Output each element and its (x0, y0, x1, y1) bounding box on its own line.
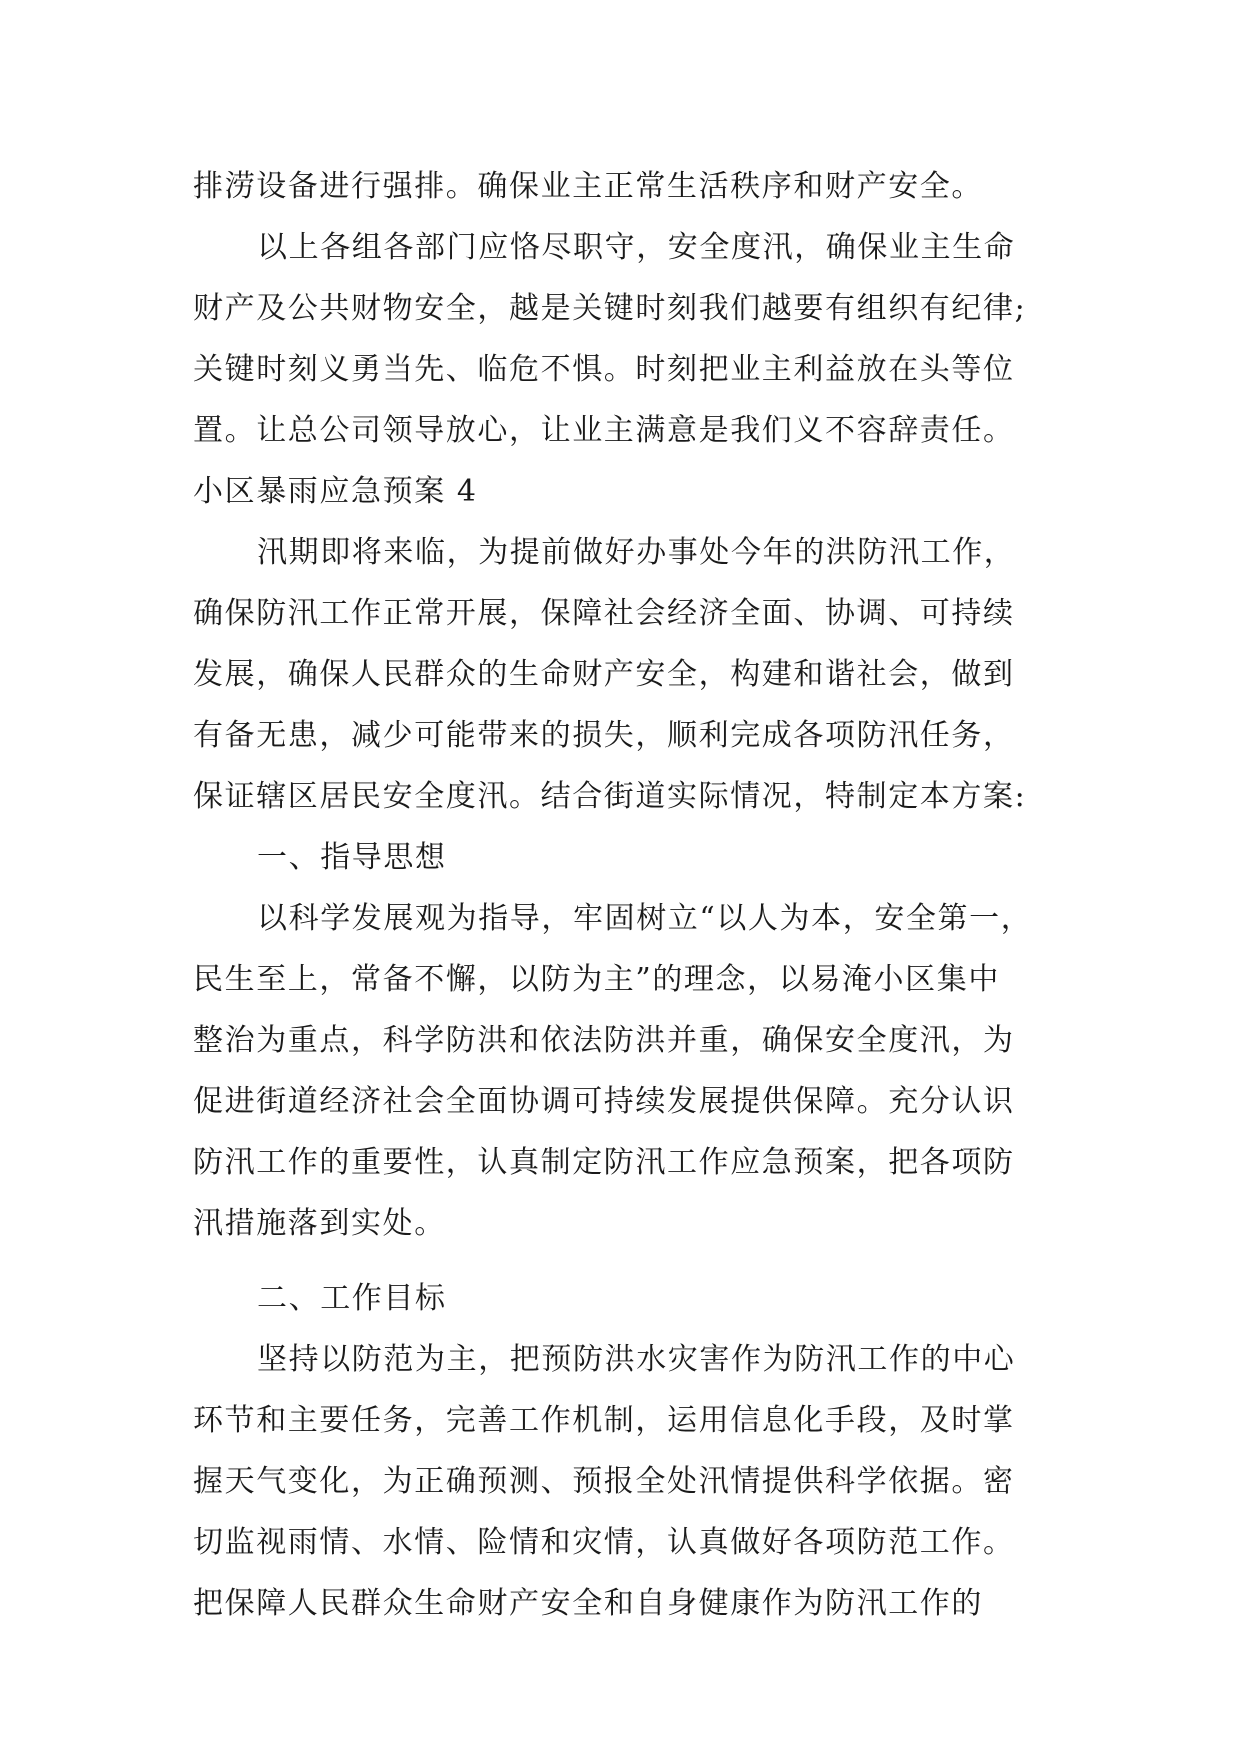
heading-work-goals: 二、工作目标 (257, 1281, 447, 1316)
text-line: 防汛工作的重要性，认真制定防汛工作应急预案，把各项防 (193, 1145, 1015, 1180)
text-line: 财产及公共财物安全，越是关键时刻我们越要有组织有纪律; (193, 291, 1027, 326)
text-line: 切监视雨情、水情、险情和灾情，认真做好各项防范工作。 (193, 1525, 1015, 1560)
text-line: 汛期即将来临，为提前做好办事处今年的洪防汛工作， (257, 535, 1016, 570)
text-line: 置。让总公司领导放心，让业主满意是我们义不容辞责任。 (193, 413, 1015, 448)
heading-guiding-ideology: 一、指导思想 (257, 840, 447, 875)
text-line: 以上各组各部门应恪尽职守，安全度汛，确保业主生命 (257, 230, 1016, 265)
text-line: 汛措施落到实处。 (193, 1206, 446, 1241)
text-line: 握天气变化，为正确预测、预报全处汛情提供科学依据。密 (193, 1464, 1015, 1499)
text-line: 以科学发展观为指导，牢固树立“以人为本，安全第一， (257, 901, 1033, 936)
text-line: 确保防汛工作正常开展，保障社会经济全面、协调、可持续 (193, 596, 1015, 631)
text-line: 有备无患，减少可能带来的损失，顺利完成各项防汛任务， (193, 718, 1015, 753)
text-line: 保证辖区居民安全度汛。结合街道实际情况，特制定本方案: (193, 779, 1027, 814)
text-line: 整治为重点，科学防洪和依法防洪并重，确保安全度汛，为 (193, 1023, 1015, 1058)
text-line: 发展，确保人民群众的生命财产安全，构建和谐社会，做到 (193, 657, 1015, 692)
text-line: 环节和主要任务，完善工作机制，运用信息化手段，及时掌 (193, 1403, 1015, 1438)
text-line: 关键时刻义勇当先、临危不惧。时刻把业主利益放在头等位 (193, 352, 1015, 387)
section-title: 小区暴雨应急预案 4 (193, 474, 478, 509)
text-line: 民生至上，常备不懈，以防为主”的理念，以易淹小区集中 (193, 962, 1000, 997)
document-body (193, 156, 1063, 1634)
text-line: 排涝设备进行强排。确保业主正常生活秩序和财产安全。 (193, 169, 983, 204)
text-line: 把保障人民群众生命财产安全和自身健康作为防汛工作的 (193, 1586, 983, 1621)
text-line: 坚持以防范为主，把预防洪水灾害作为防汛工作的中心 (257, 1342, 1016, 1377)
text-line: 促进街道经济社会全面协调可持续发展提供保障。充分认识 (193, 1084, 1015, 1119)
